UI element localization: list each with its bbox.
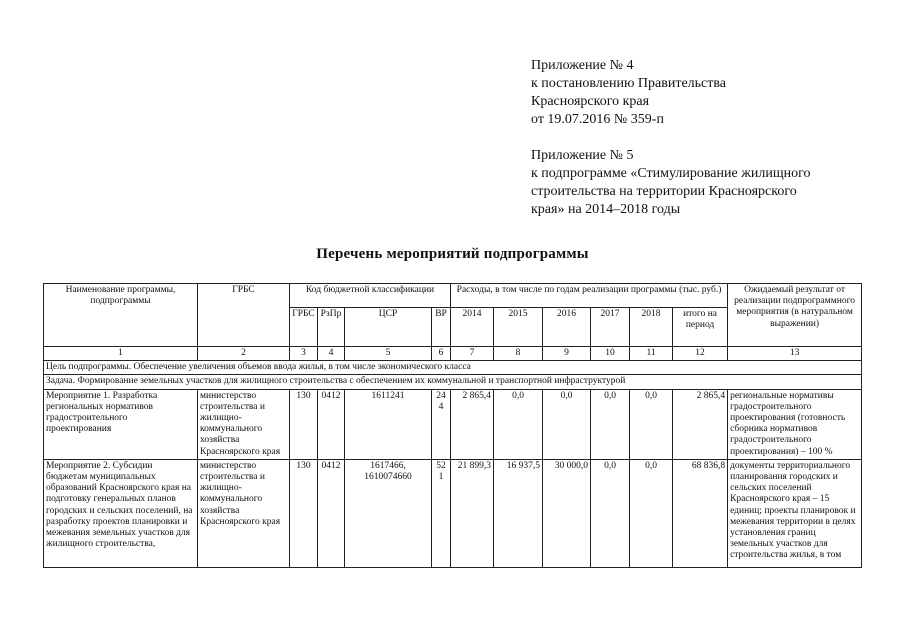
col-number: 8 — [494, 347, 543, 361]
activities-table — [43, 283, 862, 568]
appendix-5-line2: к подпрограмме «Стимулирование жилищного — [531, 166, 811, 181]
subheader-rzpr: РзПр — [318, 308, 345, 347]
activity-csr: 1617466, 1610074660 — [345, 459, 432, 567]
col-number: 11 — [630, 347, 673, 361]
activity-2016: 30 000,0 — [543, 459, 591, 567]
document-title: Перечень мероприятий подпрограммы — [316, 246, 589, 262]
activity-2017: 0,0 — [591, 459, 630, 567]
subprogram-goal: Цель подпрограммы. Обеспечение увеличения объемов ввода жилья, в том числе экономического класса — [44, 361, 862, 375]
activity-grbs-name: министерство строительства и жилищно-коммунального хозяйства Красноярского края — [198, 389, 290, 459]
col-number: 13 — [728, 347, 862, 361]
task-row — [44, 375, 862, 389]
goal-row — [44, 361, 862, 375]
col-number: 10 — [591, 347, 630, 361]
activity-2014: 2 865,4 — [451, 389, 494, 459]
activity-vr: 244 — [432, 389, 451, 459]
appendix-4-line2: к постановлению Правительства — [531, 76, 727, 91]
subheader-csr: ЦСР — [345, 308, 432, 347]
table-row — [44, 389, 862, 459]
subheader-2016: 2016 — [543, 308, 591, 347]
appendix-4-line4: от 19.07.2016 № 359-п — [531, 112, 664, 127]
col-number: 7 — [451, 347, 494, 361]
subheader-grbs: ГРБС — [290, 308, 318, 347]
col-number: 1 — [44, 347, 198, 361]
activity-grbs-code: 130 — [290, 459, 318, 567]
appendix-5-line4: края» на 2014–2018 годы — [531, 202, 681, 217]
col-number: 4 — [318, 347, 345, 361]
activity-grbs-name: министерство строительства и жилищно-коммунального хозяйства Красноярского края — [198, 459, 290, 567]
col-number: 5 — [345, 347, 432, 361]
col-number: 6 — [432, 347, 451, 361]
activity-2014: 21 899,3 — [451, 459, 494, 567]
activity-total: 68 836,8 — [673, 459, 728, 567]
activity-rzpr: 0412 — [318, 389, 345, 459]
header-name: Наименование программы, подпрограммы — [44, 284, 198, 347]
activity-result: региональные нормативы градостроительного проектирования (готовность сборника нормативов градостроительного проектирования) – 100 % — [728, 389, 862, 459]
appendix-4-line3: Красноярского края — [531, 94, 650, 109]
subheader-total: итого на период — [673, 308, 728, 347]
col-number: 9 — [543, 347, 591, 361]
header-grbs: ГРБС — [198, 284, 290, 347]
activity-rzpr: 0412 — [318, 459, 345, 567]
subheader-2015: 2015 — [494, 308, 543, 347]
activity-2015: 0,0 — [494, 389, 543, 459]
appendix-5-line3: строительства на территории Красноярского — [531, 184, 797, 199]
appendix-header — [531, 57, 891, 219]
activity-grbs-code: 130 — [290, 389, 318, 459]
activity-vr: 521 — [432, 459, 451, 567]
header-expenses: Расходы, в том числе по годам реализации программы (тыс. руб.) — [451, 284, 728, 308]
appendix-5-title: Приложение № 5 — [531, 148, 634, 163]
activity-2018: 0,0 — [630, 459, 673, 567]
subheader-vr: ВР — [432, 308, 451, 347]
col-number: 12 — [673, 347, 728, 361]
subheader-2018: 2018 — [630, 308, 673, 347]
header-budget-code: Код бюджетной классификации — [290, 284, 451, 308]
activity-name: Мероприятие 1. Разработка региональных нормативов градостроительного проектирования — [44, 389, 198, 459]
table-header-row — [44, 284, 862, 308]
activity-2016: 0,0 — [543, 389, 591, 459]
activity-2018: 0,0 — [630, 389, 673, 459]
subprogram-task: Задача. Формирование земельных участков для жилищного строительства с обеспечением их коммунальной и транспортной инфраструктурой — [44, 375, 862, 389]
col-number: 3 — [290, 347, 318, 361]
activity-name: Мероприятие 2. Субсидии бюджетам муниципальных образований Красноярского края на подготовку генеральных планов городских и сельских поселений, на разработку проектов планировки и межевания земельных участков для жилищного строительства, — [44, 459, 198, 567]
activity-total: 2 865,4 — [673, 389, 728, 459]
activity-result: документы территориального планирования городских и сельских поселений Красноярского края – 15 единиц; проекты планировок и межевания территории в целях установления границ земельных участков для строительства жилья, в том — [728, 459, 862, 567]
table-row — [44, 459, 862, 567]
activity-csr: 1611241 — [345, 389, 432, 459]
activity-2015: 16 937,5 — [494, 459, 543, 567]
header-result: Ожидаемый результат от реализации подпрограммного мероприятия (в натуральном выражении) — [728, 284, 862, 347]
subheader-2014: 2014 — [451, 308, 494, 347]
subheader-2017: 2017 — [591, 308, 630, 347]
column-number-row — [44, 347, 862, 361]
appendix-4-title: Приложение № 4 — [531, 58, 634, 73]
activity-2017: 0,0 — [591, 389, 630, 459]
col-number: 2 — [198, 347, 290, 361]
